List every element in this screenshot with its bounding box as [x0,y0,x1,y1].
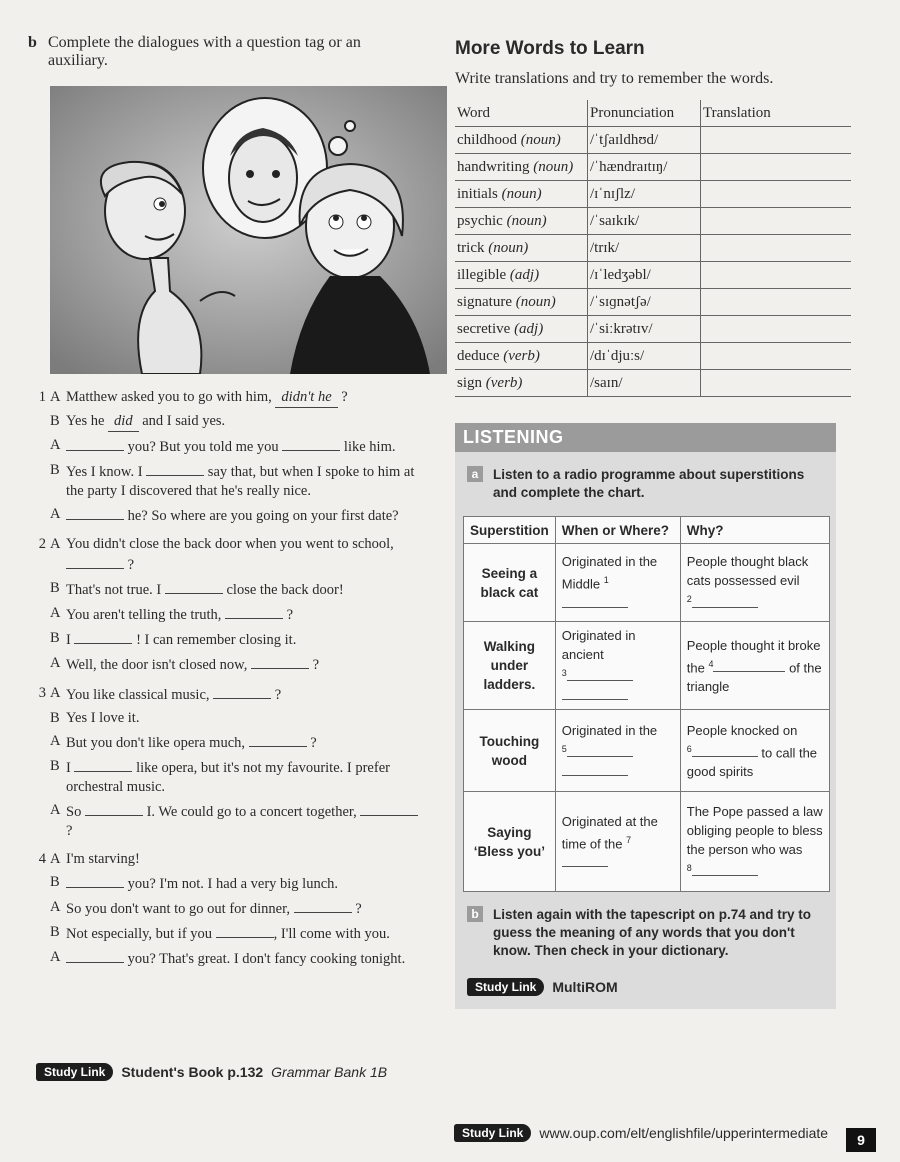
dialogue-number [28,923,50,944]
multirom-study-link [467,978,836,996]
dialogue-text [66,948,428,969]
pronunciation-cell: /ˈsɪɡnətʃə/ [588,289,701,316]
answer-blank-2[interactable] [692,595,758,608]
dialogue-text [66,898,428,919]
speaker-label: B [50,462,60,478]
illustration-couple-thinking [50,86,447,374]
answer-blank[interactable] [66,873,124,888]
dialogue-text [66,535,428,575]
dialogue-text [66,850,428,869]
answer-blank[interactable] [165,579,223,594]
dialogue-fragment: ? [124,557,135,573]
exercise-b-header [28,34,428,70]
part-of-speech: (noun) [506,212,547,229]
dialogue-line [28,505,428,526]
dialogue-number [28,873,50,894]
word: trick [457,239,485,256]
pronunciation-cell: /ɪˈnɪʃlz/ [588,181,701,208]
when-cell: Originated in the $^5$ [555,710,680,792]
word: signature [457,293,512,310]
dialogue-line [28,579,428,600]
dialogue-fragment: like opera, but it's not my favourite. I prefer orchestral music. [66,760,390,795]
word-cell [455,154,588,181]
word-cell [455,262,588,289]
part-of-speech: (adj) [514,320,544,337]
vocabulary-row [455,235,851,262]
word-cell [455,127,588,154]
translation-cell[interactable] [701,208,852,235]
part-of-speech: (noun) [501,185,542,202]
dialogue-number: 1 [38,389,46,405]
part-of-speech: (verb) [485,374,523,391]
page-footer [454,1124,828,1142]
answer-blank[interactable] [251,654,309,669]
dialogue-text [66,684,428,705]
dialogue-fragment: I'm starving! [66,851,140,867]
word: sign [457,374,483,391]
dialogue-fragment: and I said yes. [138,413,226,429]
dialogue-fragment: Yes I love it. [66,710,140,726]
dialogue-number [28,801,50,841]
answer-blank[interactable] [85,801,143,816]
dialogue-fragment: you? But you told me you [124,439,283,455]
chart-row [464,622,830,710]
speaker-label: A [50,851,61,867]
dialogue-fragment: That's not true. I [66,582,165,598]
speaker-label: B [50,710,60,726]
why-cell: The Pope passed a law obliging people to bless the person who was $^8$ [680,792,829,892]
dialogue-fragment: ? [351,901,362,917]
dialogue-number [28,579,50,600]
dialogue-fragment: ? [66,823,73,839]
word-cell [455,235,588,262]
dialogue-fragment: I. We could go to a concert together, [142,804,361,820]
pronunciation-cell: /ˈsiːkrətɪv/ [588,316,701,343]
dialogue-text [66,629,428,650]
dialogue-text [66,873,428,894]
dialogue-text [66,757,428,797]
superstition-cell: Walking under ladders. [464,622,556,710]
dialogue-fragment: you? That's great. I don't fancy cooking tonight. [124,951,406,967]
dialogue-fragment: ? [271,687,282,703]
answer-blank[interactable] [282,436,340,451]
vocabulary-row [455,316,851,343]
answer-blank[interactable] [225,604,283,619]
dialogue-text [66,579,428,600]
dialogue-fragment: So [66,804,85,820]
dialogue-line [28,684,428,705]
dialogue-fragment: like him. [340,439,396,455]
page-number: 9 [846,1128,876,1152]
dialogue-text [66,709,428,728]
word: handwriting [457,158,530,175]
vocabulary-row [455,370,851,397]
pronunciation-cell: /ɪˈledʒəbl/ [588,262,701,289]
pronunciation-cell: /dɪˈdjuːs/ [588,343,701,370]
dialogue-line [28,732,428,753]
dialogue-line [28,461,428,501]
answer-blank[interactable] [294,898,352,913]
word: childhood [457,131,517,148]
dialogue-line [28,535,428,575]
dialogue-line [28,629,428,650]
vocabulary-row [455,343,851,370]
exercise-instruction: Complete the dialogues with a question tag or an auxiliary. [48,34,361,69]
dialogue-number [28,654,50,675]
answer-blank-3b[interactable] [562,687,628,700]
part-of-speech: (noun) [533,158,574,175]
dialogue-number [28,948,50,969]
answer-blank[interactable] [74,757,132,772]
dialogue-line [28,850,428,869]
dialogue-fragment: say that, but when I spoke to him at the party I discovered that he's really nice. [66,464,415,499]
dialogue-fragment: Not especially, but if you [66,926,216,942]
speaker-label: B [50,630,60,646]
dialogue-number [28,629,50,650]
speaker-label: A [50,506,61,522]
dialogue-text [66,604,428,625]
word-cell [455,343,588,370]
chart-row [464,792,830,892]
students-book-ref: Student's Book p.132 [121,1064,264,1080]
superstition-chart [463,516,830,892]
chart-header-superstition: Superstition [464,517,556,544]
word-cell [455,208,588,235]
listening-task-b [467,906,826,960]
vocabulary-row [455,154,851,181]
chart-header-row [464,517,830,544]
grammar-bank-ref: Grammar Bank 1B [271,1064,388,1080]
answer-blank[interactable] [360,801,418,816]
speaker-label: A [50,802,61,818]
answer-blank-7[interactable] [562,854,608,867]
filled-answer: did [108,412,139,432]
dialogue-number: 3 [38,685,46,701]
task-a-text: Listen to a radio programme about superstitions and complete the chart. [493,467,805,500]
pronunciation-cell: /ˈtʃaɪldhʊd/ [588,127,701,154]
word-cell [455,289,588,316]
dialogue-fragment: you? I'm not. I had a very big lunch. [124,876,339,892]
speaker-label: A [50,605,61,621]
dialogue-text [66,923,428,944]
more-words-subtitle: Write translations and try to remember the words. [455,70,774,87]
pronunciation-cell: /ˈhændraɪtɪŋ/ [588,154,701,181]
answer-blank[interactable] [66,505,124,520]
vocabulary-row [455,127,851,154]
dialogue-fragment: But you don't like opera much, [66,735,249,751]
answer-blank-5[interactable] [567,744,633,757]
word-cell [455,316,588,343]
answer-blank[interactable] [66,436,124,451]
dialogue-number [28,898,50,919]
speaker-label: A [50,685,61,701]
answer-blank-3[interactable] [567,668,633,681]
answer-blank[interactable] [216,923,274,938]
multirom-label: MultiROM [552,979,618,996]
part-of-speech: (verb) [503,347,540,364]
dialogue-fragment: You like classical music, [66,687,214,703]
word: psychic [457,212,503,229]
dialogue-text [66,801,428,841]
part-of-speech: (noun) [515,293,556,310]
vocabulary-row [455,262,851,289]
dialogue-fragment: Yes I know. I [66,464,147,480]
speaker-label: A [50,733,61,749]
speaker-label: A [50,655,61,671]
speaker-label: A [50,949,61,965]
pronunciation-cell: /ˈsaɪkɪk/ [588,208,701,235]
speaker-label: A [50,536,61,552]
dialogue-fragment: ? [306,735,317,751]
dialogue-fragment: You aren't telling the truth, [66,607,226,623]
task-a-tag: a [467,466,483,482]
dialogue-line [28,654,428,675]
part-of-speech: (noun) [520,131,561,148]
dialogue-text [66,654,428,675]
speaker-label: B [50,758,60,774]
part-of-speech: (noun) [488,239,529,256]
dialogues [28,388,428,969]
dialogue-text [66,412,428,432]
dialogue-fragment: ! I can remember closing it. [132,632,297,648]
dialogue-fragment: I [66,632,75,648]
footer-study-link-badge: Study Link [454,1124,531,1142]
header-word: Word [455,100,588,127]
dialogue-fragment: Well, the door isn't closed now, [66,657,251,673]
answer-blank[interactable] [213,684,271,699]
dialogue-text [66,436,428,457]
answer-blank-8[interactable] [692,863,758,876]
word: secretive [457,320,511,337]
answer-blank[interactable] [66,948,124,963]
translation-cell[interactable] [701,181,852,208]
dialogue-number [28,505,50,526]
answer-blank-6[interactable] [692,744,758,757]
dialogue-fragment: Matthew asked you to go with him, [66,389,276,405]
more-words-title: More Words to Learn [455,38,645,59]
word: deduce [457,347,500,364]
superstition-cell: Touching wood [464,710,556,792]
translation-cell[interactable] [701,289,852,316]
header-translation: Translation [701,100,852,127]
dialogue-number [28,604,50,625]
header-pronunciation: Pronunciation [588,100,701,127]
dialogue-fragment: Yes he [66,413,109,429]
task-b-tag: b [467,906,483,922]
when-cell: Originated at the time of the $^7$ [555,792,680,892]
word-cell [455,370,588,397]
dialogue-number [28,461,50,501]
speaker-label: B [50,413,60,429]
study-link-badge: Study Link [36,1063,113,1081]
translation-cell[interactable] [701,343,852,370]
vocabulary-header-row [455,100,851,127]
dialogue-fragment: , I'll come with you. [273,926,390,942]
right-column [455,38,855,397]
dialogue-line [28,757,428,797]
dialogue-number [28,709,50,728]
speaker-label: A [50,899,61,915]
answer-blank[interactable] [66,554,124,569]
dialogue-fragment: ? [283,607,294,623]
speaker-label: B [50,874,60,890]
why-cell: People thought black cats possessed evil $^2$ [680,544,829,622]
speaker-label: A [50,437,61,453]
translation-cell[interactable] [701,235,852,262]
dialogue-text [66,388,428,408]
dialogue-line [28,923,428,944]
dialogue-number: 2 [38,536,46,552]
answer-blank-4[interactable] [713,659,785,672]
dialogue-text [66,505,428,526]
dialogue-line [28,948,428,969]
vocabulary-row [455,181,851,208]
left-column [28,34,428,973]
dialogue-fragment: ? [337,389,348,405]
answer-blank-1[interactable] [562,595,628,608]
translation-cell[interactable] [701,370,852,397]
translation-cell[interactable] [701,154,852,181]
why-cell: People knocked on $^6$ to call the good spirits [680,710,829,792]
grammar-study-link [36,1063,387,1081]
speaker-label: A [50,389,61,405]
footer-url[interactable]: www.oup.com/elt/englishfile/upperintermediate [539,1125,829,1141]
dialogue-fragment: ? [308,657,320,673]
dialogue-fragment: close the back door! [222,582,344,598]
dialogue-line [28,898,428,919]
translation-cell[interactable] [701,316,852,343]
dialogue-number [28,412,50,432]
filled-answer: didn't he [275,388,337,408]
dialogue-fragment: So you don't want to go out for dinner, [66,901,294,917]
pronunciation-cell: /saɪn/ [588,370,701,397]
chart-header-why: Why? [680,517,829,544]
dialogue-number: 4 [38,851,46,867]
pronunciation-cell: /trɪk/ [588,235,701,262]
word-cell [455,181,588,208]
answer-blank[interactable] [146,461,204,476]
dialogue-line [28,873,428,894]
dialogue-fragment: he? So where are you going on your first date? [124,508,399,524]
vocabulary-table [455,100,851,397]
answer-blank-5b[interactable] [562,763,628,776]
dialogue-line [28,436,428,457]
listening-task-a [467,466,826,502]
dialogue-text [66,732,428,753]
dialogue-number [28,436,50,457]
dialogue-fragment: I [66,760,75,776]
superstition-cell: Saying ‘Bless you’ [464,792,556,892]
chart-header-when: When or Where? [555,517,680,544]
dialogue-number [28,757,50,797]
dialogue-line [28,412,428,432]
speaker-label: B [50,924,60,940]
dialogue-line [28,388,428,408]
when-cell: Originated in ancient $^3$ [555,622,680,710]
dialogue-line [28,801,428,841]
chart-row [464,710,830,792]
superstition-cell: Seeing a black cat [464,544,556,622]
listening-title: LISTENING [455,423,836,452]
answer-blank[interactable] [249,732,307,747]
speaker-label: B [50,580,60,596]
word: initials [457,185,498,202]
chart-row [464,544,830,622]
task-b-text: Listen again with the tapescript on p.74 and try to guess the meaning of any words that you don't know. Then check in your dictionary. [493,907,812,959]
word: illegible [457,266,507,283]
dialogue-text [66,461,428,501]
cartoon-image [50,86,447,374]
dialogue-fragment: You didn't close the back door when you went to school, [66,536,394,552]
study-link-badge: Study Link [467,978,544,996]
vocabulary-row [455,208,851,235]
answer-blank[interactable] [74,629,132,644]
dialogue-line [28,604,428,625]
translation-cell[interactable] [701,262,852,289]
translation-cell[interactable] [701,127,852,154]
listening-panel [455,423,836,1009]
part-of-speech: (adj) [509,266,540,283]
exercise-letter: b [28,34,37,51]
dialogue-number [28,732,50,753]
vocabulary-row [455,289,851,316]
why-cell: People thought it broke the $^4$ of the triangle [680,622,829,710]
dialogue-line [28,709,428,728]
when-cell: Originated in the Middle $^1$ [555,544,680,622]
